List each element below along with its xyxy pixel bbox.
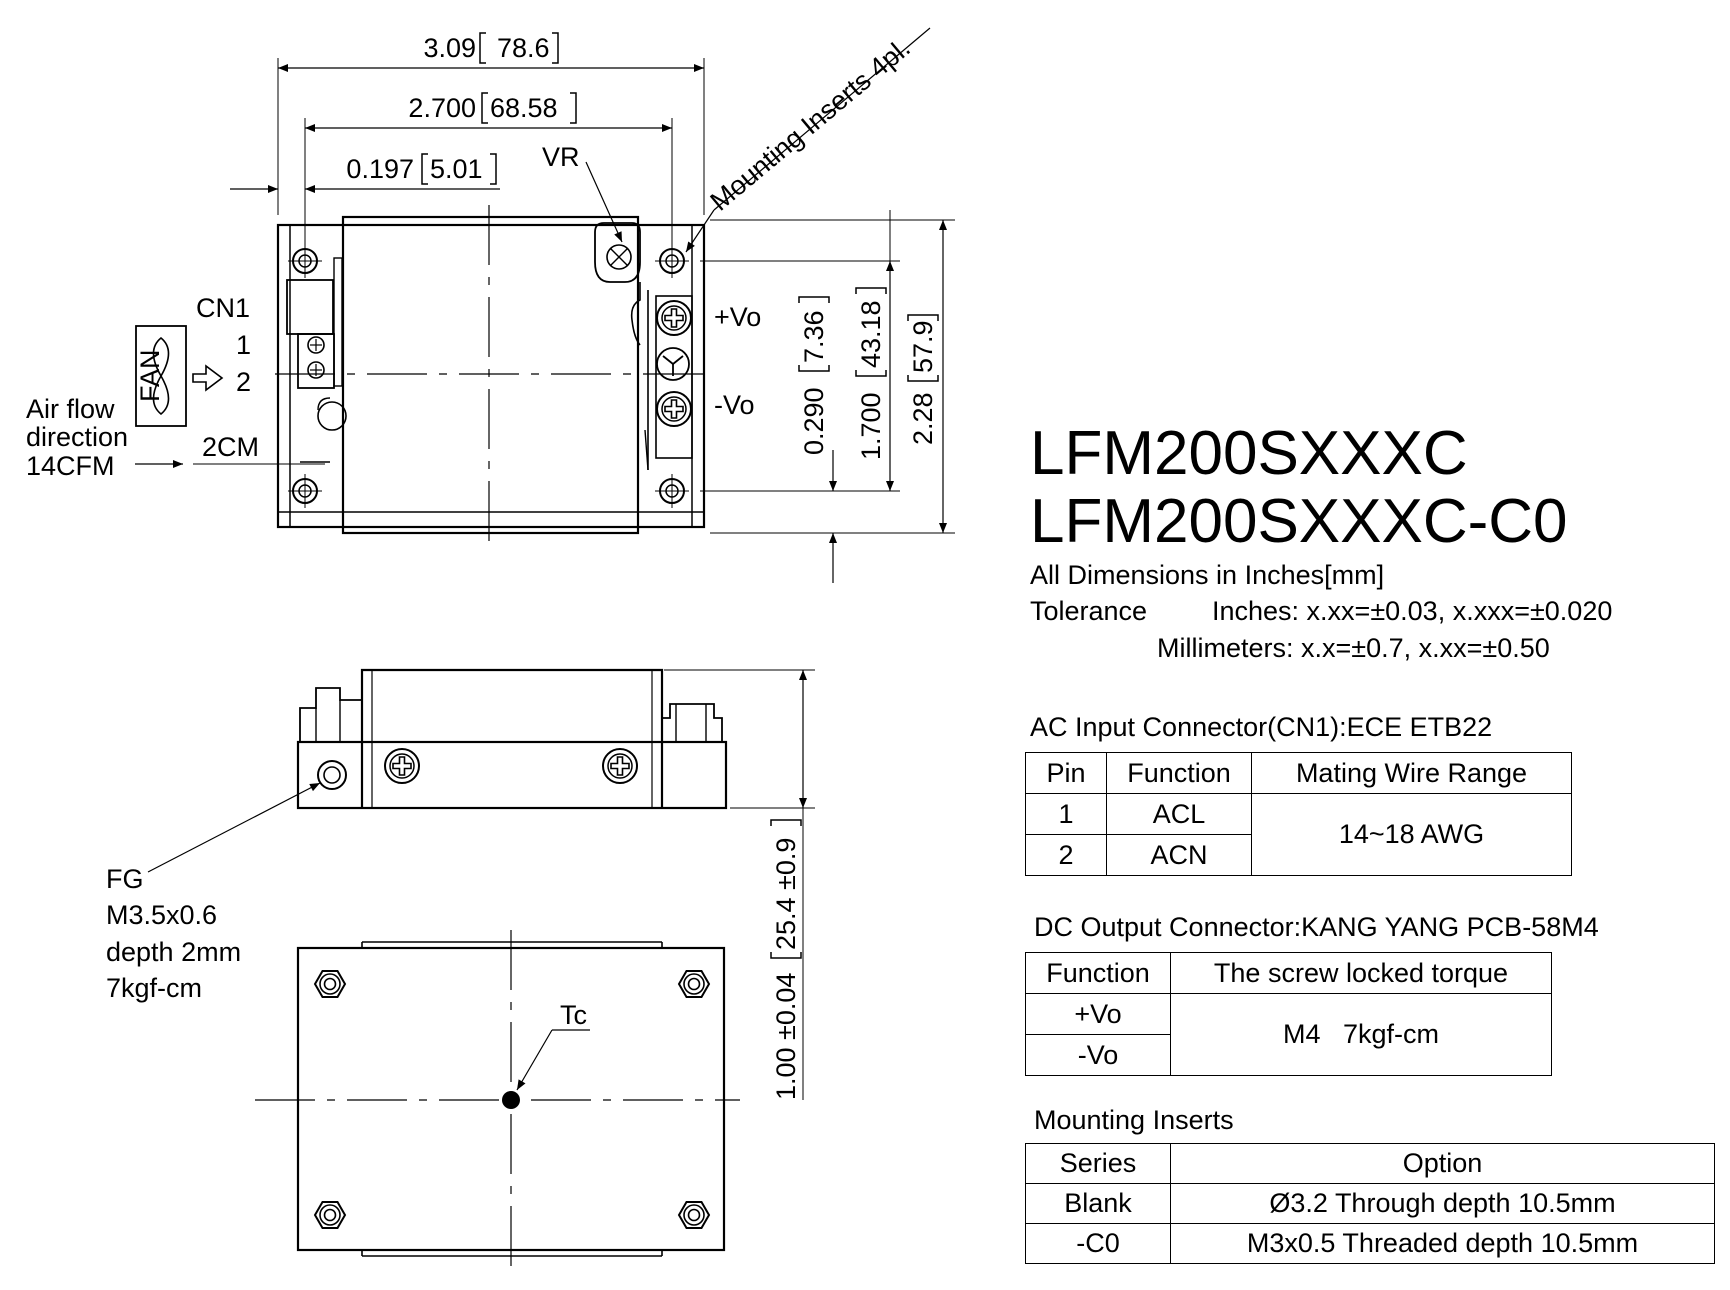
dim-height-mm: 25.4 ±0.9	[771, 837, 801, 950]
side-view	[148, 670, 815, 1100]
dim-height: 1.00 ±0.04	[771, 972, 801, 1100]
dc-header-function: Function	[1026, 953, 1171, 994]
label-fg: FG	[106, 864, 144, 894]
dc-header-torque: The screw locked torque	[1171, 953, 1552, 994]
dim-vertical-2-mm: 43.18	[856, 300, 886, 368]
ac-header-pin: Pin	[1026, 753, 1107, 794]
ac-row-2-function: ACN	[1107, 835, 1252, 876]
dim-vertical-3: 2.28	[908, 392, 938, 445]
ac-header-function: Function	[1107, 753, 1252, 794]
label-fg-depth: depth 2mm	[106, 937, 242, 967]
label-fg-torque: 7kgf-cm	[106, 973, 203, 1003]
label-vo-positive: +Vo	[714, 302, 762, 332]
label-airflow-2: direction	[26, 422, 129, 452]
table-row	[1026, 1184, 1715, 1224]
label-fan: FAN	[135, 349, 165, 402]
dim-vertical-1-mm: 7.36	[799, 310, 829, 363]
dim-hole-offset-mm: 5.01	[430, 154, 483, 184]
mount-header-series: Series	[1026, 1144, 1171, 1184]
dim-vertical-3-mm: 57.9	[908, 320, 938, 373]
table-row	[1026, 1224, 1715, 1264]
label-pin-2: 2	[236, 367, 252, 397]
dim-hole-span: 2.700	[408, 93, 476, 123]
dim-hole-offset: 0.197	[346, 154, 414, 184]
ac-row-1-pin: 1	[1026, 794, 1107, 835]
ac-header-wire-range: Mating Wire Range	[1252, 753, 1572, 794]
ac-row-1-function: ACL	[1107, 794, 1252, 835]
model-number-1: LFM200SXXXC	[1030, 419, 1468, 488]
label-vo-negative: -Vo	[714, 390, 755, 420]
mount-header-option: Option	[1171, 1144, 1715, 1184]
dc-torque: M4 7kgf-cm	[1171, 994, 1552, 1076]
mount-table-caption: Mounting Inserts	[1034, 1105, 1234, 1135]
dc-row-vo-negative: -Vo	[1026, 1035, 1171, 1076]
label-cn1: CN1	[196, 293, 251, 323]
label-2cm: 2CM	[202, 432, 260, 462]
dim-hole-span-mm: 68.58	[490, 93, 558, 123]
mount-row-c0-option: M3x0.5 Threaded depth 10.5mm	[1171, 1224, 1715, 1264]
ac-wire-range: 14~18 AWG	[1252, 794, 1572, 876]
label-airflow-1: Air flow	[26, 394, 115, 424]
model-number-2: LFM200SXXXC-C0	[1030, 487, 1568, 556]
dc-row-vo-positive: +Vo	[1026, 994, 1171, 1035]
ac-row-2-pin: 2	[1026, 835, 1107, 876]
note-tolerance-inches: Inches: x.xx=±0.03, x.xxx=±0.020	[1212, 596, 1613, 626]
bottom-view	[255, 930, 740, 1266]
dim-vertical-2: 1.700	[856, 392, 886, 460]
dc-table-caption: DC Output Connector:KANG YANG PCB-58M4	[1034, 912, 1599, 942]
dc-output-table	[1025, 952, 1552, 1076]
label-vr: VR	[542, 142, 580, 172]
ac-input-table	[1025, 752, 1572, 876]
dim-overall-width-mm: 78.6	[497, 33, 550, 63]
note-dimensions: All Dimensions in Inches[mm]	[1030, 560, 1385, 590]
mount-row-blank-option: Ø3.2 Through depth 10.5mm	[1171, 1184, 1715, 1224]
ac-table-caption: AC Input Connector(CN1):ECE ETB22	[1030, 712, 1493, 742]
note-tolerance-mm: Millimeters: x.x=±0.7, x.xx=±0.50	[1157, 633, 1550, 663]
mounting-inserts-table	[1025, 1143, 1715, 1264]
label-pin-1: 1	[236, 330, 252, 360]
side-view-labels	[106, 820, 801, 1100]
label-mounting-inserts: Mounting Inserts 4pl.	[704, 32, 916, 217]
mount-row-blank-series: Blank	[1026, 1184, 1171, 1224]
note-tolerance-label: Tolerance	[1030, 596, 1148, 626]
label-airflow-3: 14CFM	[26, 451, 115, 481]
table-row	[1026, 994, 1552, 1035]
dim-overall-width: 3.09	[423, 33, 476, 63]
table-row	[1026, 794, 1572, 835]
top-view-labels	[26, 33, 938, 481]
label-tc: Tc	[560, 1000, 587, 1030]
bottom-view-labels	[560, 1000, 587, 1030]
mount-row-c0-series: -C0	[1026, 1224, 1171, 1264]
dim-vertical-1: 0.290	[799, 387, 829, 455]
label-fg-thread: M3.5x0.6	[106, 900, 218, 930]
